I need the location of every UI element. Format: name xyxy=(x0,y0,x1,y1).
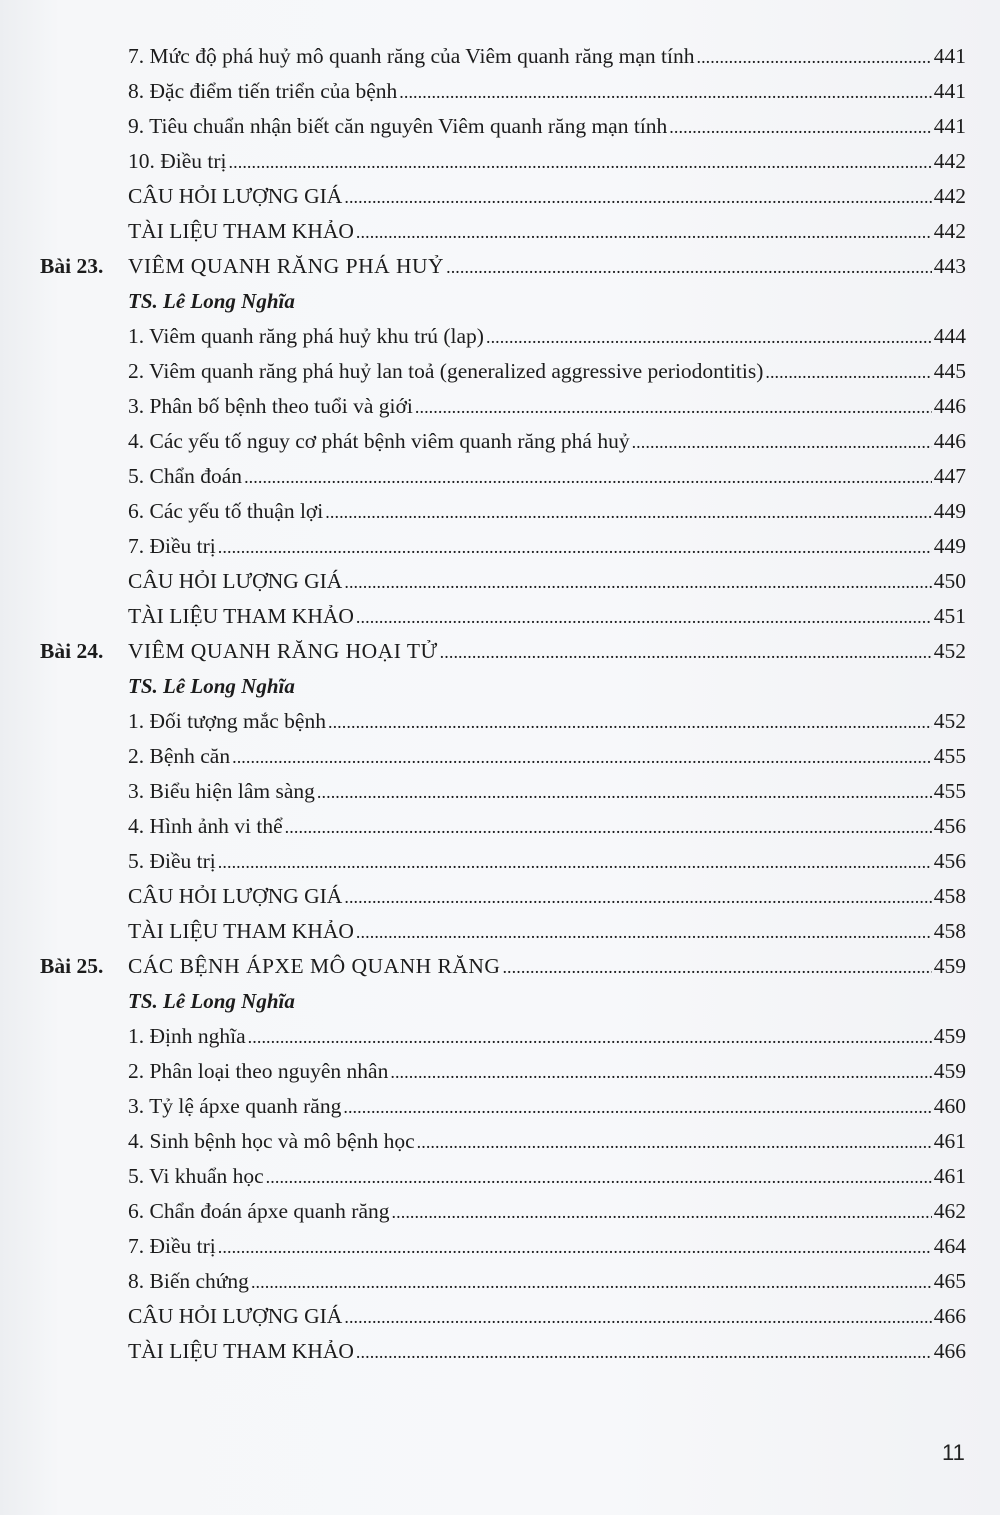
toc-entry-title: 3. Tỷ lệ ápxe quanh răng xyxy=(128,1094,342,1118)
toc-entry xyxy=(40,1159,966,1194)
dot-leader xyxy=(344,879,931,915)
dot-leader xyxy=(669,109,931,145)
dot-leader xyxy=(343,1089,931,1125)
dot-leader xyxy=(248,1019,932,1055)
dot-leader xyxy=(502,949,931,985)
toc-entry xyxy=(40,1089,966,1124)
dot-leader xyxy=(218,529,932,565)
dot-leader xyxy=(446,249,932,285)
toc-entry xyxy=(40,319,966,354)
toc-entry xyxy=(40,1124,966,1159)
toc-entry-title: 4. Hình ảnh vi thể xyxy=(128,814,283,838)
toc-entry-title: 7. Điều trị xyxy=(128,1234,216,1258)
toc-entry-page: 447 xyxy=(933,464,966,488)
chapter-page: 443 xyxy=(933,254,966,278)
toc-entry-page: 462 xyxy=(933,1199,966,1223)
toc-entry-title: 2. Phân loại theo nguyên nhân xyxy=(128,1059,389,1083)
dot-leader xyxy=(356,1334,932,1370)
dot-leader xyxy=(356,914,932,950)
toc-entry-page: 461 xyxy=(933,1129,966,1153)
dot-leader xyxy=(344,564,931,600)
toc-entry-title: 1. Định nghĩa xyxy=(128,1024,246,1048)
dot-leader xyxy=(229,144,932,180)
toc-entry-title: 7. Mức độ phá huỷ mô quanh răng của Viêm quanh răng mạn tính xyxy=(128,44,695,68)
toc-entry-page: 460 xyxy=(933,1094,966,1118)
toc-entry-page: 452 xyxy=(933,709,966,733)
toc-entry xyxy=(40,179,966,214)
toc-entry xyxy=(40,1194,966,1229)
toc-entry-title: CÂU HỎI LƯỢNG GIÁ xyxy=(128,884,343,908)
toc-entry-page: 459 xyxy=(933,1024,966,1048)
dot-leader xyxy=(232,739,932,775)
toc-entry-page: 451 xyxy=(933,604,966,628)
toc-entry xyxy=(40,1299,966,1334)
dot-leader xyxy=(328,704,932,740)
toc-entry xyxy=(40,144,966,179)
toc-entry-title: CÂU HỎI LƯỢNG GIÁ xyxy=(128,1304,343,1328)
chapter-title: VIÊM QUANH RĂNG PHÁ HUỶ xyxy=(128,254,445,278)
dot-leader xyxy=(486,319,932,355)
toc-entry-title: 4. Sinh bệnh học và mô bệnh học xyxy=(128,1129,415,1153)
dot-leader xyxy=(218,1229,932,1265)
toc-entry-title: 8. Đặc điểm tiến triển của bệnh xyxy=(128,79,398,103)
toc-entry-title: TÀI LIỆU THAM KHẢO xyxy=(128,1339,354,1363)
toc-entry-title: 5. Chẩn đoán xyxy=(128,464,243,488)
toc-entry-title: 1. Đối tượng mắc bệnh xyxy=(128,709,326,733)
toc-entry-page: 465 xyxy=(933,1269,966,1293)
chapter-number: Bài 23. xyxy=(40,254,104,278)
toc-entry-page: 442 xyxy=(933,184,966,208)
toc-entry-page: 442 xyxy=(933,219,966,243)
toc-entry xyxy=(40,354,966,389)
dot-leader xyxy=(696,39,931,75)
dot-leader xyxy=(356,214,932,250)
toc-entry-page: 459 xyxy=(933,1059,966,1083)
dot-leader xyxy=(417,1124,932,1160)
toc-entry xyxy=(40,529,966,564)
chapter-author: TS. Lê Long Nghĩa xyxy=(128,989,295,1013)
chapter-author: TS. Lê Long Nghĩa xyxy=(128,289,295,313)
toc-entry-page: 461 xyxy=(933,1164,966,1188)
toc-entry xyxy=(40,459,966,494)
dot-leader xyxy=(325,494,931,530)
toc-entry-page: 466 xyxy=(933,1304,966,1328)
toc-entry-title: 1. Viêm quanh răng phá huỷ khu trú (lap) xyxy=(128,324,484,348)
toc-entry xyxy=(40,564,966,599)
dot-leader xyxy=(244,459,932,495)
dot-leader xyxy=(632,424,932,460)
toc-entry-title: TÀI LIỆU THAM KHẢO xyxy=(128,604,354,628)
toc-entry-page: 449 xyxy=(933,499,966,523)
toc-entry-page: 441 xyxy=(933,79,966,103)
dot-leader xyxy=(390,1054,931,1090)
toc-entry xyxy=(40,424,966,459)
toc-entry-page: 456 xyxy=(933,814,966,838)
toc-entry-title: 8. Biến chứng xyxy=(128,1269,249,1293)
dot-leader xyxy=(765,354,931,390)
toc-entry-page: 450 xyxy=(933,569,966,593)
toc-entry-title: 3. Biểu hiện lâm sàng xyxy=(128,779,315,803)
toc-entry-page: 464 xyxy=(933,1234,966,1258)
toc-entry-title: CÂU HỎI LƯỢNG GIÁ xyxy=(128,569,343,593)
table-of-contents xyxy=(40,39,966,1369)
dot-leader xyxy=(440,634,932,670)
toc-entry xyxy=(40,739,966,774)
toc-entry-page: 446 xyxy=(933,394,966,418)
chapter-author: TS. Lê Long Nghĩa xyxy=(128,674,295,698)
toc-entry xyxy=(40,809,966,844)
toc-entry-title: 3. Phân bố bệnh theo tuổi và giới xyxy=(128,394,413,418)
toc-entry xyxy=(40,494,966,529)
toc-entry-page: 444 xyxy=(933,324,966,348)
chapter-title: VIÊM QUANH RĂNG HOẠI TỬ xyxy=(128,639,438,663)
chapter-heading xyxy=(40,949,966,984)
toc-entry-title: TÀI LIỆU THAM KHẢO xyxy=(128,219,354,243)
toc-entry xyxy=(40,879,966,914)
toc-entry-title: 9. Tiêu chuẩn nhận biết căn nguyên Viêm quanh răng mạn tính xyxy=(128,114,668,138)
toc-entry-page: 458 xyxy=(933,919,966,943)
toc-entry-title: TÀI LIỆU THAM KHẢO xyxy=(128,919,354,943)
toc-entry-page: 455 xyxy=(933,779,966,803)
toc-entry-page: 445 xyxy=(933,359,966,383)
toc-entry-title: 10. Điều trị xyxy=(128,149,227,173)
toc-entry-title: 2. Viêm quanh răng phá huỷ lan toả (generalized aggressive periodontitis) xyxy=(128,359,764,383)
dot-leader xyxy=(285,809,932,845)
toc-entry-title: 7. Điều trị xyxy=(128,534,216,558)
chapter-heading xyxy=(40,249,966,284)
dot-leader xyxy=(399,74,932,110)
toc-entry xyxy=(40,1054,966,1089)
page-number: 11 xyxy=(942,1440,965,1465)
toc-entry xyxy=(40,774,966,809)
toc-entry-page: 466 xyxy=(933,1339,966,1363)
toc-entry xyxy=(40,704,966,739)
toc-entry-page: 441 xyxy=(933,114,966,138)
chapter-heading xyxy=(40,634,966,669)
toc-entry-page: 449 xyxy=(933,534,966,558)
dot-leader xyxy=(344,179,931,215)
chapter-number: Bài 25. xyxy=(40,954,104,978)
dot-leader xyxy=(251,1264,932,1300)
toc-entry xyxy=(40,109,966,144)
toc-entry-page: 458 xyxy=(933,884,966,908)
toc-entry xyxy=(40,1264,966,1299)
chapter-number: Bài 24. xyxy=(40,639,104,663)
toc-entry xyxy=(40,214,966,249)
toc-entry xyxy=(40,1229,966,1264)
toc-entry xyxy=(40,389,966,424)
toc-entry-title: CÂU HỎI LƯỢNG GIÁ xyxy=(128,184,343,208)
chapter-page: 459 xyxy=(933,954,966,978)
toc-entry xyxy=(40,914,966,949)
dot-leader xyxy=(356,599,932,635)
dot-leader xyxy=(266,1159,932,1195)
toc-entry-page: 455 xyxy=(933,744,966,768)
toc-entry-title: 5. Vi khuẩn học xyxy=(128,1164,264,1188)
toc-entry-page: 456 xyxy=(933,849,966,873)
chapter-title: CÁC BỆNH ÁPXE MÔ QUANH RĂNG xyxy=(128,954,501,978)
dot-leader xyxy=(415,389,932,425)
dot-leader xyxy=(392,1194,932,1230)
dot-leader xyxy=(218,844,932,880)
toc-entry-title: 5. Điều trị xyxy=(128,849,216,873)
toc-entry-title: 4. Các yếu tố nguy cơ phát bệnh viêm quanh răng phá huỷ xyxy=(128,429,630,453)
toc-entry-title: 6. Các yếu tố thuận lợi xyxy=(128,499,324,523)
toc-entry xyxy=(40,599,966,634)
toc-entry xyxy=(40,844,966,879)
dot-leader xyxy=(317,774,932,810)
toc-entry-title: 2. Bệnh căn xyxy=(128,744,231,768)
toc-entry-page: 441 xyxy=(933,44,966,68)
toc-entry-page: 442 xyxy=(933,149,966,173)
dot-leader xyxy=(344,1299,931,1335)
chapter-page: 452 xyxy=(933,639,966,663)
toc-entry xyxy=(40,74,966,109)
toc-entry xyxy=(40,39,966,74)
toc-entry-page: 446 xyxy=(933,429,966,453)
toc-entry xyxy=(40,1019,966,1054)
toc-entry-title: 6. Chẩn đoán ápxe quanh răng xyxy=(128,1199,390,1223)
toc-entry xyxy=(40,1334,966,1369)
